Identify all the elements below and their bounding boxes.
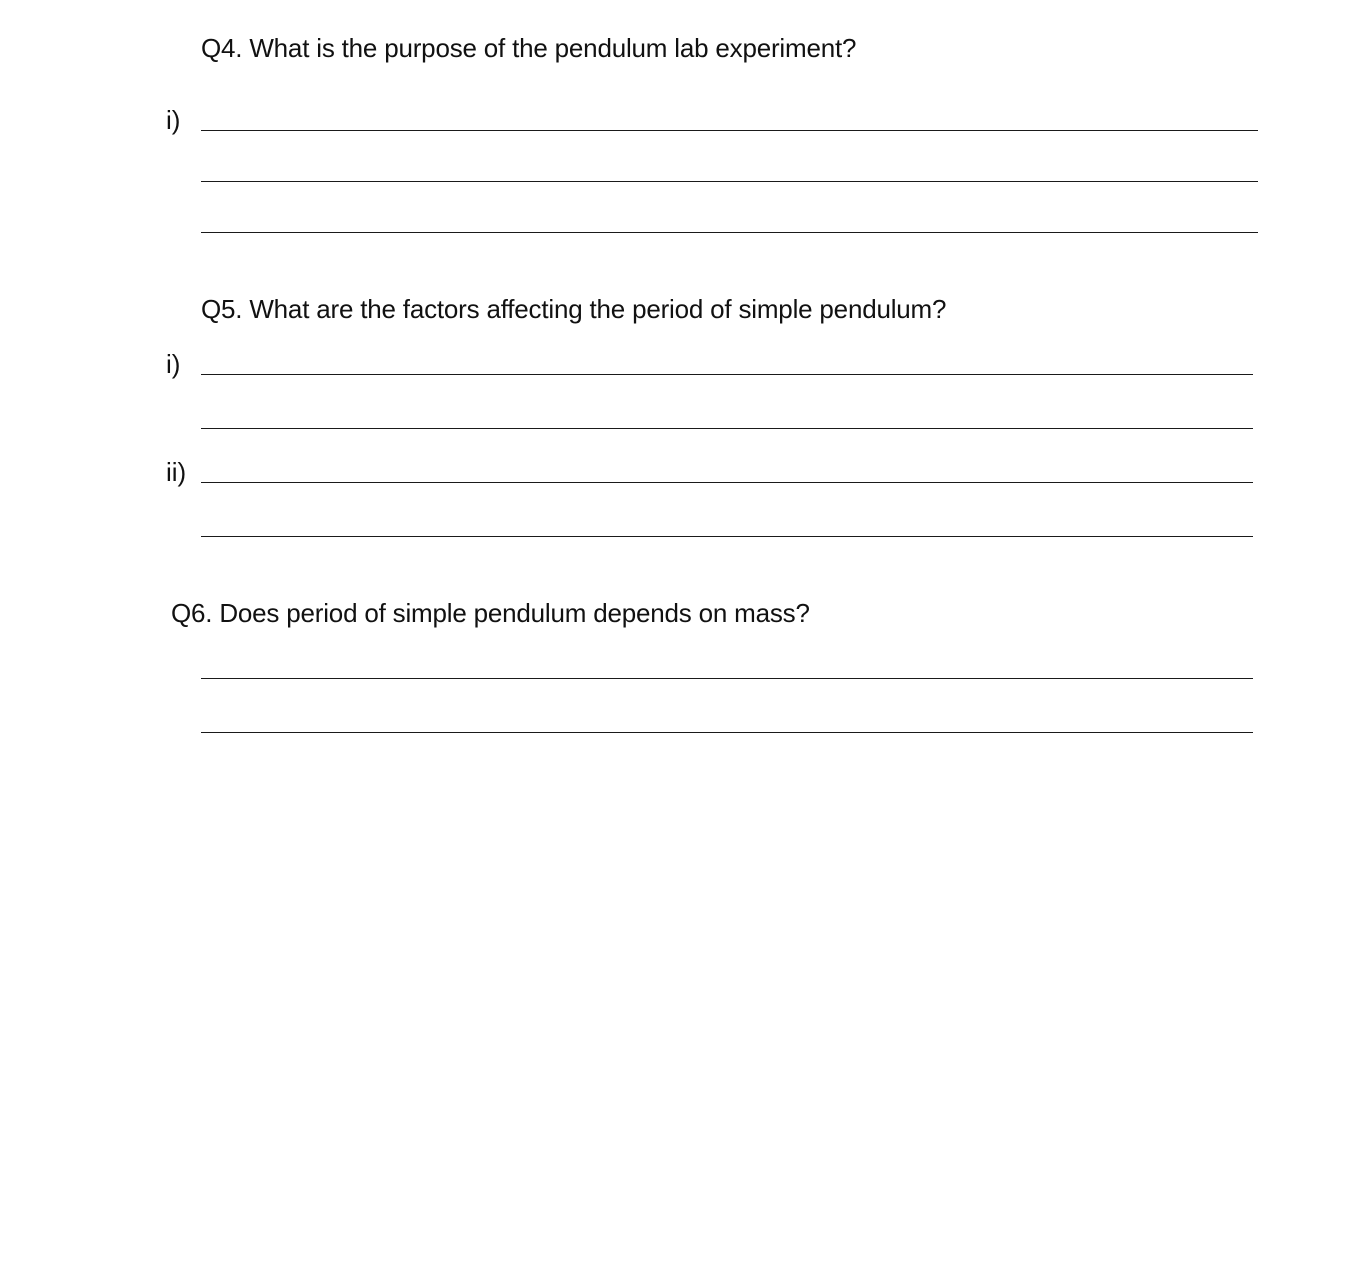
item-label-q5-i: i) xyxy=(166,349,181,379)
answer-line-q4-3[interactable] xyxy=(201,232,1258,233)
answer-line-q4-2[interactable] xyxy=(201,181,1258,182)
item-label-q5-ii: ii) xyxy=(166,457,187,487)
question-q6: Q6. Does period of simple pendulum depends on mass? xyxy=(171,598,810,628)
answer-line-q6-1[interactable] xyxy=(201,678,1253,679)
question-q5: Q5. What are the factors affecting the period of simple pendulum? xyxy=(201,294,947,324)
answer-line-q5-i-2[interactable] xyxy=(201,428,1253,429)
item-label-q4-i: i) xyxy=(166,105,181,135)
answer-line-q5-ii-1[interactable] xyxy=(201,482,1253,483)
answer-line-q5-ii-2[interactable] xyxy=(201,536,1253,537)
question-q4: Q4. What is the purpose of the pendulum lab experiment? xyxy=(201,33,857,63)
answer-line-q5-i-1[interactable] xyxy=(201,374,1253,375)
answer-line-q4-1[interactable] xyxy=(201,130,1258,131)
answer-line-q6-2[interactable] xyxy=(201,732,1253,733)
